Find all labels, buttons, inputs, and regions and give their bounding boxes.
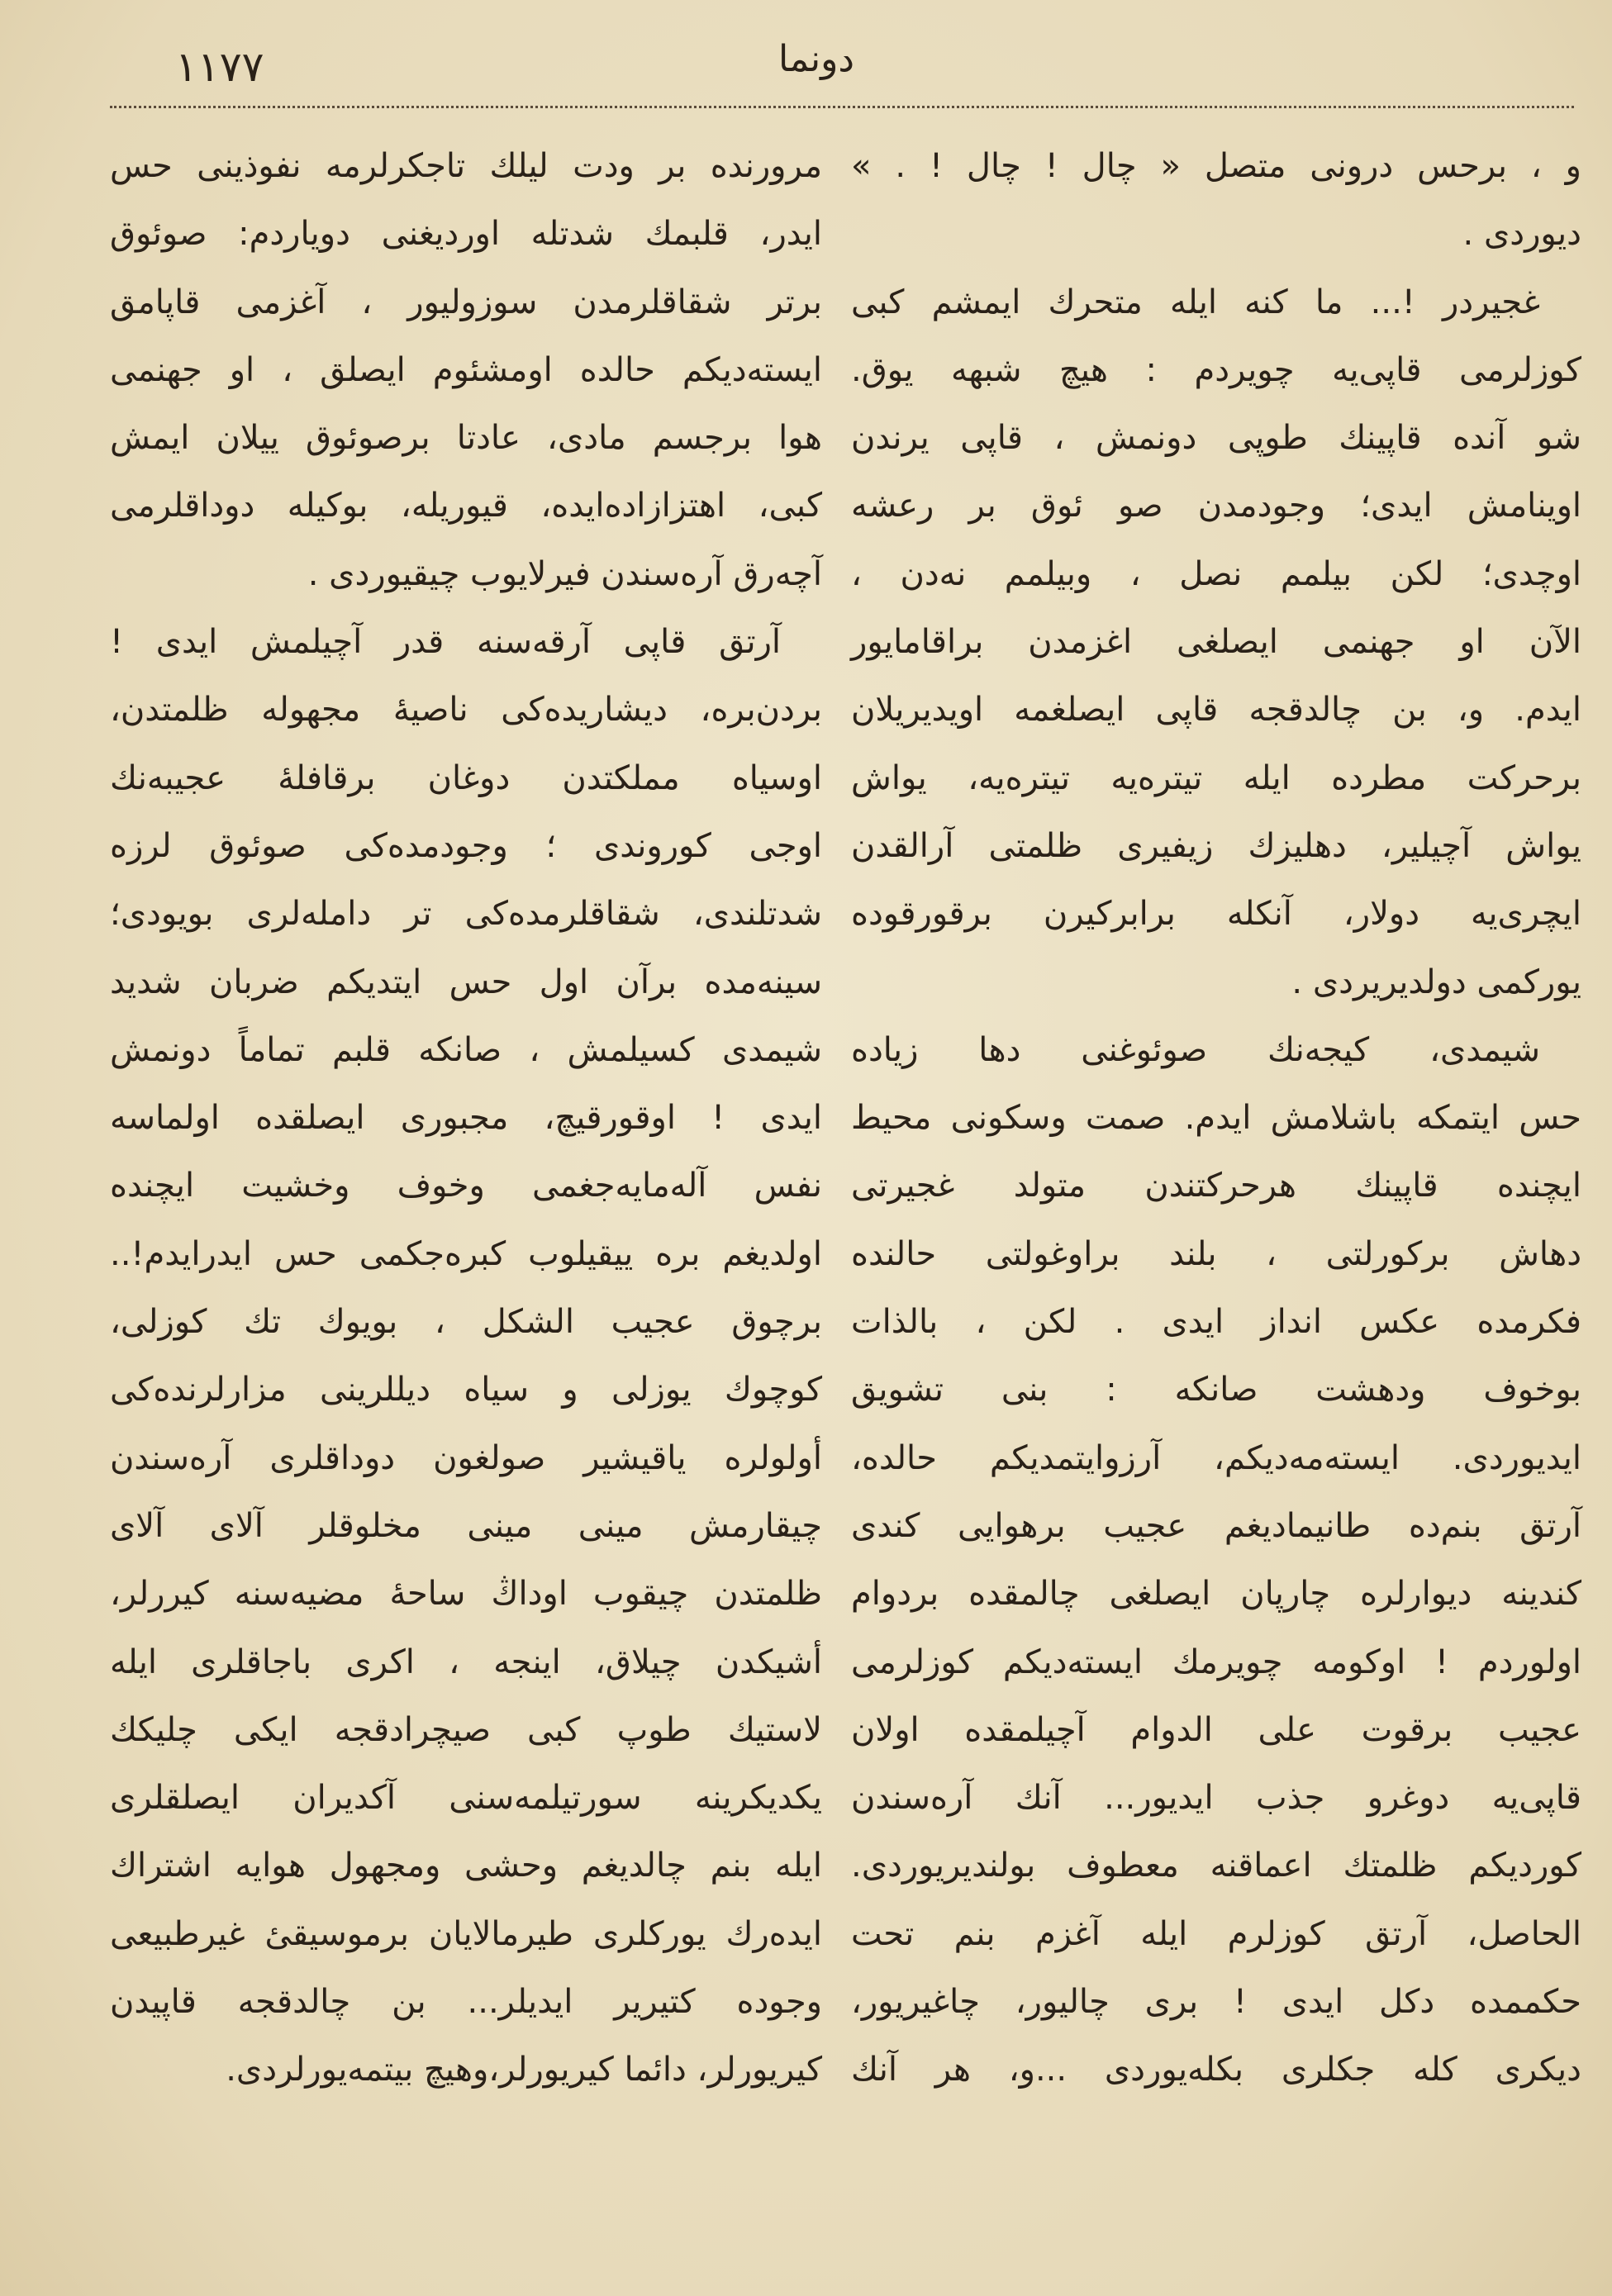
text-line: سینه‌مده برآن اول حس ایتدیکم ضربان شدید xyxy=(110,963,822,1001)
text-line: الآن او جهنمی ایصلغی اغزمدن براقامایور xyxy=(851,623,1581,662)
text-line: چیقارمش مینی مینی مخلوقلر آلای آلای xyxy=(110,1506,822,1545)
right-text-column xyxy=(851,132,1581,2104)
text-line: کوردیکم ظلمتك اعماقنه معطوف بولندیریوردی. xyxy=(851,1847,1581,1885)
text-line: الحاصل، آرتق کوزلرم ایله آغزم بنم تحت xyxy=(851,1914,1581,1953)
text-line: لاستیك طوپ کبی صیچرادقجه ایکی چلیکك xyxy=(110,1710,822,1749)
text-line: ایدیوردی. ایسته‌مه‌دیکم، آرزوایتمدیکم حالده، xyxy=(851,1438,1581,1477)
text-line: برچوق عجیب الشکل ، بویوك تك کوزلی، xyxy=(110,1303,822,1342)
text-line: وجوده کتیریر ایدیلر... بن چالدقجه قاپیدن xyxy=(110,1983,822,2022)
text-line: و ، برحس درونی متصل « چال ! چال ! . » xyxy=(851,147,1581,185)
text-line: یواش آچیلیر، دهلیزك زیفیری ظلمتی آرالقدن xyxy=(851,826,1581,865)
text-line: کبی، اهتزازاده‌ایده، قیوریله، بوکیله دوداقلرمی xyxy=(110,487,822,525)
text-line: ایله بنم چالدیغم وحشی ومجهول هوایه اشتراك xyxy=(110,1847,822,1885)
text-line: آچه‌رق آره‌سندن فیرلایوب چیقیوردی . xyxy=(307,554,822,593)
running-title: دونما xyxy=(778,38,854,80)
text-line: دهاش برکورلتی ، بلند براوغولتی حالنده xyxy=(851,1234,1581,1273)
text-line: بردن‌بره، دیشاریده‌کی ناصیهٔ مجهوله ظلمتدن، xyxy=(110,691,822,730)
text-line: آرتق بنم‌ده طانیمادیغم عجیب برهوایی کندی xyxy=(851,1506,1581,1545)
text-line: حس ایتمکه باشلامش ایدم. صمت وسکونی محیط xyxy=(851,1099,1581,1138)
text-line: اولدیغم بره ییقیلوب کبره‌جکمی حس ایدرایدم!.. xyxy=(110,1234,822,1273)
text-line: ایدر، قلبمك شدتله اوردیغنی دویاردم: صوئوق xyxy=(110,215,822,254)
text-line: کیریورلر، دائما کیریورلر،وهیچ بیتمه‌یورلردی. xyxy=(226,2051,822,2089)
text-line: شدتلندی، شقاقلرمده‌کی تر دامله‌لری بویودی؛ xyxy=(110,895,822,934)
text-line: اوچدی؛ لکن بیلمم نصل ، وبیلمم نه‌دن ، xyxy=(851,554,1581,593)
text-line: بوخوف ودهشت صانکه : بنی تشویق xyxy=(851,1371,1581,1409)
text-line: ایچری‌یه دولار، آنکله برابرکیرن برقورقوده xyxy=(851,895,1581,934)
text-line: نفس آله‌مایه‌جغمی وخوف وخشیت ایچنده xyxy=(110,1167,822,1205)
text-line: ایدی ! اوقورقیچ، مجبوری ایصلقده اولماسه xyxy=(110,1099,822,1138)
text-line: اوینامش ایدی؛ وجودمدن صو ئوق بر رعشه xyxy=(851,487,1581,525)
text-line: کوچوك یوزلی و سیاه دیللرینی مزارلرنده‌کی xyxy=(110,1371,822,1409)
text-line: آرتق قاپی آرقه‌سنه قدر آچیلمش ایدی ! xyxy=(110,623,781,662)
text-line: کندینه دیوارلره چارپان ایصلغی چالمقده بردوام xyxy=(851,1575,1581,1614)
text-line: حکممده دکل ایدی ! بری چالیور، چاغیریور، xyxy=(851,1983,1581,2022)
text-line: برتر شقاقلرمدن سوزولیور ، آغزمی قاپامق xyxy=(110,283,822,321)
text-line: هوا برجسم مادی، عادتا برصوئوق ییلان ایمش xyxy=(110,419,822,458)
text-line: ایچنده قاپینك هرحرکتندن متولد غجیرتی xyxy=(851,1167,1581,1205)
text-line: أولولره یاقیشیر صولغون دوداقلری آره‌سندن xyxy=(110,1438,822,1477)
text-line: ایده‌رك یورکلری طیرمالایان برموسیقیٔ غیرطبیعی xyxy=(110,1914,822,1953)
page-number: ١١٧٧ xyxy=(175,43,264,91)
text-line: غجیردر !... ما کنه ایله متحرك ایمشم کبی xyxy=(851,283,1540,321)
text-line: ایسته‌دیکم حالده اومشئوم ایصلق ، او جهنمی xyxy=(110,350,822,389)
text-line: أشیکدن چیلاق، اینجه ، اکری باجاقلری ایله xyxy=(110,1642,822,1681)
text-line: مرورنده بر ودت لیلك تاجکرلرمه نفوذینی حس xyxy=(110,147,822,185)
text-line: شیمدی کسیلمش ، صانکه قلبم تماماً دونمش xyxy=(110,1030,822,1069)
text-line: دیکری کله جکلری بکله‌یوردی ...و، هر آنك xyxy=(851,2051,1581,2089)
text-line: برحرکت مطرده ایله تیتره‌یه تیتره‌یه، یواش xyxy=(851,758,1581,797)
text-line: ایدم. و، بن چالدقجه قاپی ایصلغمه اویدیریلان xyxy=(851,691,1581,730)
text-line: اوسیاه مملکتدن دوغان برقافلهٔ عجیبه‌نك xyxy=(110,758,822,797)
text-line: شیمدی، کیجه‌نك صوئوغنی دها زیاده xyxy=(851,1030,1540,1069)
text-line: کوزلرمی قاپی‌یه چویردم : هیچ شبهه یوق. xyxy=(851,350,1581,389)
text-line: شو آنده قاپینك طوپی دونمش ، قاپی یرندن xyxy=(851,419,1581,458)
text-line: قاپی‌یه دوغرو جذب ایدیور... آنك آره‌سندن xyxy=(851,1779,1581,1818)
text-line: فکرمده عکس انداز ایدی . لکن ، بالذات xyxy=(851,1303,1581,1342)
text-line: عجیب برقوت علی الدوام آچیلمقده اولان xyxy=(851,1710,1581,1749)
text-line: یکدیکرینه سورتیلمه‌سنی آکدیران ایصلقلری xyxy=(110,1779,822,1818)
text-line: اوجی کوروندی ؛ وجودمده‌کی صوئوق لرزه xyxy=(110,826,822,865)
left-text-column xyxy=(110,132,822,2104)
text-line: ظلمتدن چیقوب اوداڭ ساحهٔ مضیه‌سنه کیررلر، xyxy=(110,1575,822,1614)
text-line: اولوردم ! اوکومه چویرمك ایسته‌دیکم کوزلرمی xyxy=(851,1642,1581,1681)
text-line: دیوردی . xyxy=(1462,215,1581,254)
header-divider xyxy=(110,106,1574,108)
text-line: یورکمی دولدیریردی . xyxy=(1291,963,1581,1001)
